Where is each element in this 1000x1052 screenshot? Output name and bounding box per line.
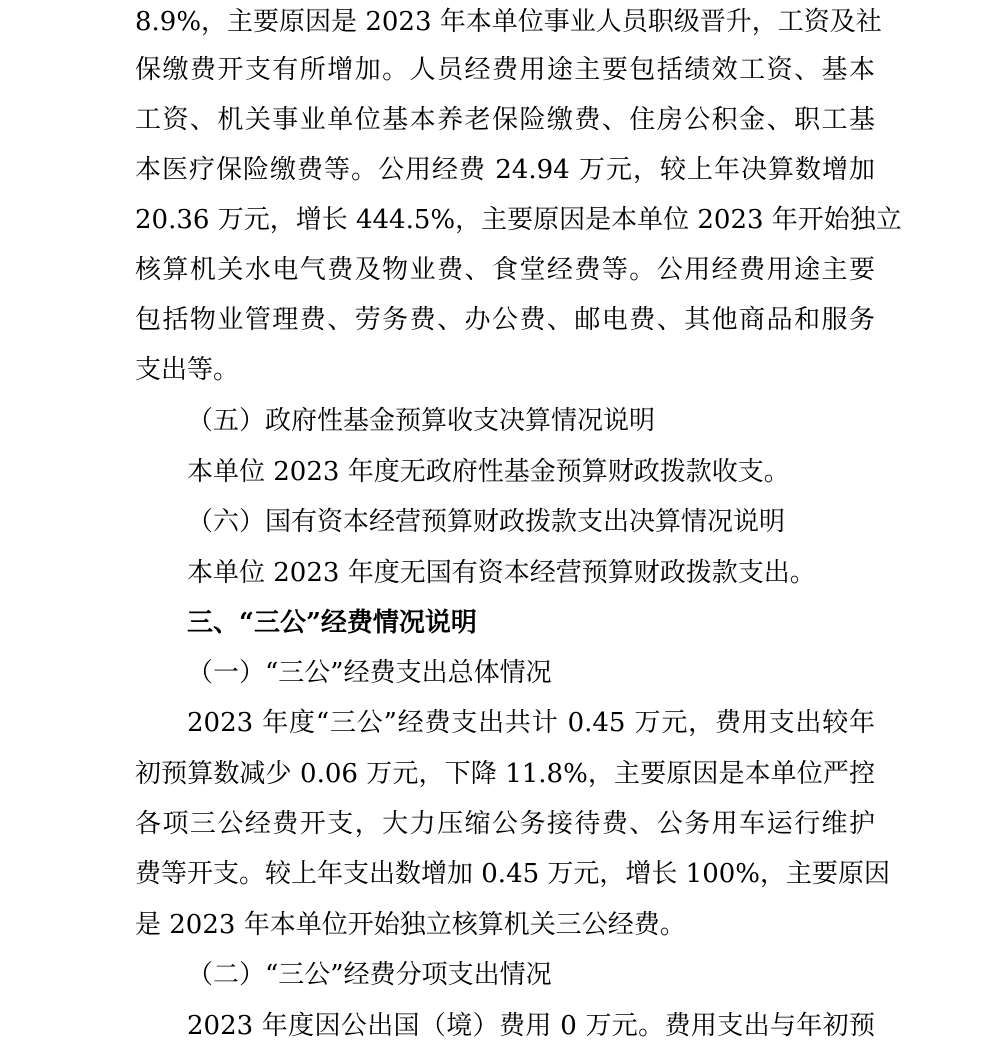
- paragraph-line: 本医疗保险缴费等。公用经费 24.94 万元，较上年决算数增加: [135, 155, 875, 185]
- subsection-heading-1: （一）“三公”经费支出总体情况: [187, 658, 552, 688]
- paragraph-line: 是 2023 年本单位开始独立核算机关三公经费。: [135, 910, 686, 940]
- paragraph-line: 各项三公经费开支，大力压缩公务接待费、公务用车运行维护: [135, 809, 875, 839]
- paragraph-line: 保缴费开支有所增加。人员经费用途主要包括绩效工资、基本: [135, 55, 875, 85]
- paragraph-line: 工资、机关事业单位基本养老保险缴费、住房公积金、职工基: [135, 105, 875, 135]
- paragraph-line: 费等开支。较上年支出数增加 0.45 万元，增长 100%，主要原因: [135, 859, 891, 889]
- section-heading-5: （五）政府性基金预算收支决算情况说明: [187, 406, 656, 436]
- paragraph-line: 核算机关水电气费及物业费、食堂经费等。公用经费用途主要: [135, 255, 875, 285]
- paragraph-line: 8.9%，主要原因是 2023 年本单位事业人员职级晋升，工资及社: [135, 7, 882, 37]
- paragraph-line: 2023 年度“三公”经费支出共计 0.45 万元，费用支出较年: [187, 708, 875, 738]
- paragraph-line: 20.36 万元，增长 444.5%，主要原因是本单位 2023 年开始独立: [135, 205, 902, 235]
- subsection-heading-2: （二）“三公”经费分项支出情况: [187, 960, 552, 990]
- section-text-5: 本单位 2023 年度无政府性基金预算财政拨款收支。: [187, 457, 790, 487]
- paragraph-line: 初预算数减少 0.06 万元，下降 11.8%，主要原因是本单位严控: [135, 759, 875, 789]
- section-text-6: 本单位 2023 年度无国有资本经营预算财政拨款支出。: [187, 558, 816, 588]
- paragraph-line: 2023 年度因公出国（境）费用 0 万元。费用支出与年初预: [187, 1011, 875, 1041]
- paragraph-line: 包括物业管理费、劳务费、办公费、邮电费、其他商品和服务: [135, 305, 875, 335]
- part-heading-3: 三、“三公”经费情况说明: [187, 608, 477, 638]
- paragraph-line: 支出等。: [135, 355, 240, 385]
- section-heading-6: （六）国有资本经营预算财政拨款支出决算情况说明: [187, 507, 786, 537]
